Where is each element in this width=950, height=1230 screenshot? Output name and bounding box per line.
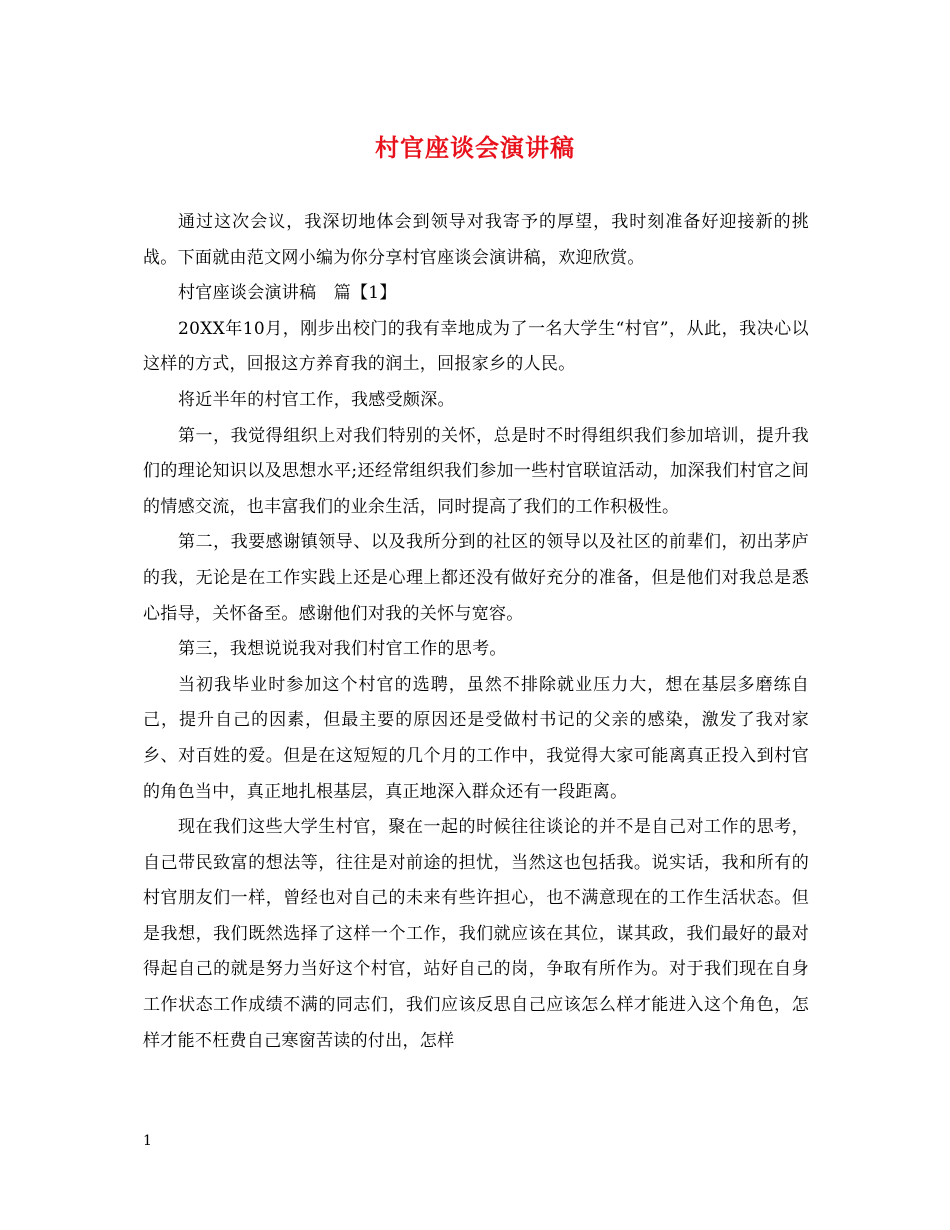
document-body: [143, 205, 809, 1059]
paragraph-first: 第一，我觉得组织上对我们特别的关怀，总是时不时得组织我们参加培训，提升我们的理论知识以及思想水平;还经常组织我们参加一些村官联谊活动，加深我们村官之间的情感交流，也丰富我们的业余生活，同时提高了我们的工作积极性。: [143, 425, 809, 517]
paragraph-reflection: 现在我们这些大学生村官，聚在一起的时候往往谈论的并不是自己对工作的思考，自己带民致富的想法等，往往是对前途的担忧，当然这也包括我。说实话，我和所有的村官朋友们一样，曾经也对自己的未来有些许担心，也不满意现在的工作生活状态。但是我想，我们既然选择了这样一个工作，我们就应该在其位，谋其政，我们最好的最对得起自己的就是努力当好这个村官，站好自己的岗，争取有所作为。对于我们现在自身工作状态工作成绩不满的同志们，我们应该反思自己应该怎么样才能进入这个角色，怎样才能不枉费自己寒窗苦读的付出，怎样: [143, 817, 809, 1051]
paragraph-intro: 通过这次会议，我深切地体会到领导对我寄予的厚望，我时刻准备好迎接新的挑战。下面就由范文网小编为你分享村官座谈会演讲稿，欢迎欣赏。: [143, 212, 809, 268]
page-number: 1: [143, 1133, 152, 1149]
paragraph-second: 第二，我要感谢镇领导、以及我所分到的社区的领导以及社区的前辈们，初出茅庐的我，无论是在工作实践上还是心理上都还没有做好充分的准备，但是他们对我总是悉心指导，关怀备至。感谢他们对我的关怀与宽容。: [143, 532, 809, 624]
paragraph-feeling: 将近半年的村官工作，我感受颇深。: [178, 389, 455, 410]
document-title: 村官座谈会演讲稿: [375, 133, 575, 162]
paragraph-section-heading: 村官座谈会演讲稿 篇【1】: [178, 283, 397, 304]
paragraph-opening: 20XX年10月，刚步出校门的我有幸地成为了一名大学生“村官”，从此，我决心以这样的方式，回报这方养育我的润土，回报家乡的人民。: [143, 318, 809, 375]
paragraph-third: 第三，我想说说我对我们村官工作的思考。: [178, 639, 507, 660]
paragraph-motivation: 当初我毕业时参加这个村官的选聘，虽然不排除就业压力大，想在基层多磨练自己，提升自己的因素，但最主要的原因还是受做村书记的父亲的感染，激发了我对家乡、对百姓的爱。但是在这短短的几个月的工作中，我觉得大家可能离真正投入到村官的角色当中，真正地扎根基层，真正地深入群众还有一段距离。: [143, 674, 809, 802]
